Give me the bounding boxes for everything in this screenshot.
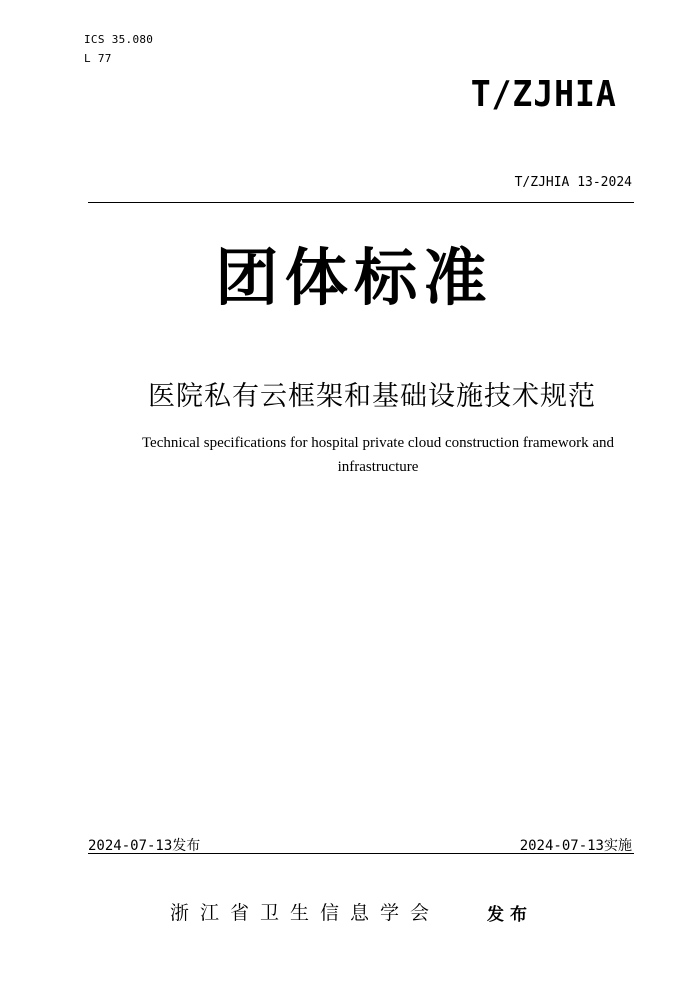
effective-date: 2024-07-13 (519, 838, 604, 854)
top-divider (88, 202, 634, 203)
issue-word: 发布 (487, 905, 533, 925)
english-title: Technical specifications for hospital private cloud construction framework and infrastructure (141, 435, 615, 475)
standard-number: T/ZJHIA 13-2024 (514, 175, 632, 190)
publish-date-block (88, 835, 200, 855)
publish-label: 发布 (172, 838, 201, 854)
standard-brand: T/ZJHIA (470, 74, 617, 115)
document-kind-title: 团体标准 (215, 241, 493, 314)
effective-label: 实施 (604, 838, 632, 854)
ics-code: ICS 35.080 (84, 33, 154, 46)
ccs-code: L 77 (84, 52, 112, 65)
issuer-name: 浙江省卫生信息学会 (170, 902, 441, 924)
publish-date: 2024-07-13 (88, 838, 173, 854)
bottom-divider (88, 853, 634, 854)
chinese-title: 医院私有云框架和基础设施技术规范 (148, 381, 596, 412)
effective-date-block (520, 835, 632, 855)
